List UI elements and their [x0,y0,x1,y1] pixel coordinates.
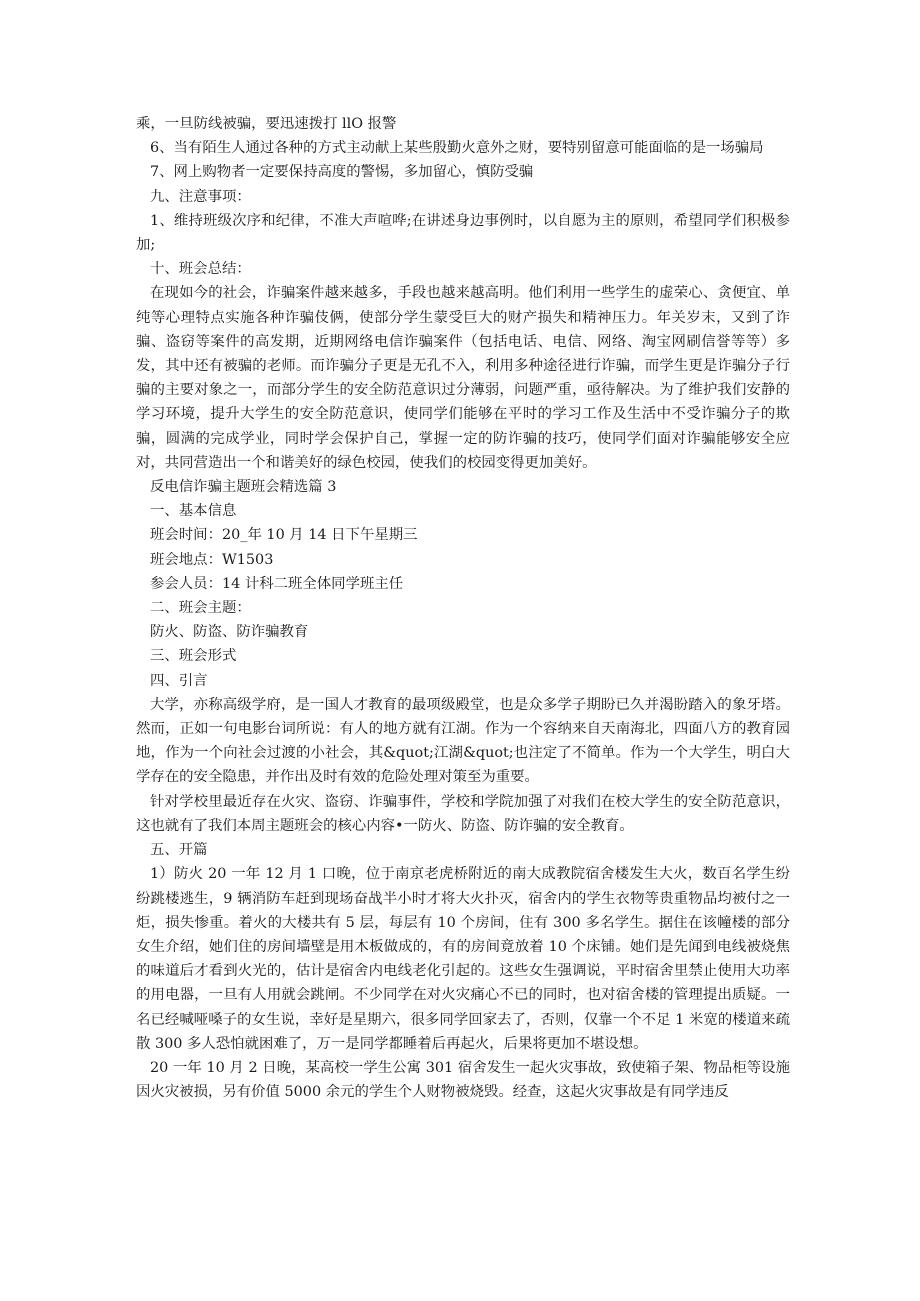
meeting-attendees: 参会人员：14 计科二班全体同学班主任 [150,575,404,592]
document-body [136,112,790,1104]
section-heading-opening: 五、开篇 [150,842,208,859]
paragraph-tip-7: 7、网上购物者一定要保持高度的警惕，多加留心，慎防受骗 [150,164,534,181]
paragraph-core-content: 针对学校里最近存在火灾、盗窃、诈骗事件，学校和学院加强了对我们在校大学生的安全防范意识，这也就有了我们本周主题班会的核心内容•一防火、防盗、防诈骗的安全教育。 [136,793,790,834]
meeting-time: 班会时间：20_年 10 月 14 日下午星期三 [150,527,418,544]
paragraph-continuation: 乘，一旦防线被骗，要迅速拨打 llO 报警 [136,116,397,132]
article-title: 反电信诈骗主题班会精选篇 3 [150,479,337,496]
meeting-theme: 防火、防盗、防诈骗教育 [150,624,309,641]
paragraph-notes-1: 1、维持班级次序和纪律，不准大声喧哗;在讲述身边事例时，以自愿为主的原则，希望同学们积极参加; [136,212,790,254]
section-heading-basic-info: 一、基本信息 [150,503,237,520]
paragraph-summary: 在现如今的社会，诈骗案件越来越多，手段也越来越高明。他们利用一些学生的虚荣心、贪便宜、单纯等心理特点实施各种诈骗伎俩，使部分学生蒙受巨大的财产损失和精神压力。年关岁末，又到了诈骗、盗窃等案件的高发期，近期网络电信诈骗案件（包括电话、电信、网络、淘宝网刷信誉等等）多发，其中还有被骗的老师。而诈骗分子更是无孔不入，利用多种途径进行诈骗，而学生更是诈骗分子行骗的主要对象之一，而部分学生的安全防范意识过分薄弱，问题严重，亟待解决。为了维护我们安静的学习环境，提升大学生的安全防范意识，使同学们能够在平时的学习工作及生活中不受诈骗分子的欺骗，圆满的完成学业，同时学会保护自己，掌握一定的防诈骗的技巧，使同学们面对诈骗能够安全应对，共同营造出一个和谐美好的绿色校园，使我们的校园变得更加美好。 [136,285,790,471]
section-heading-theme: 二、班会主题： [150,600,251,617]
meeting-location: 班会地点：W1503 [150,551,274,568]
section-heading-intro: 四、引言 [150,672,208,689]
paragraph-intro: 大学，亦称高级学府，是一国人才教育的最项级殿堂，也是众多学子期盼已久并渴盼踏入的象牙塔。然而，正如一句电影台词所说：有人的地方就有江湖。作为一个容纳来自天南海北，四面八方的教育园地，作为一个向社会过渡的小社会，其&quot;江湖&quot;也注定了不简单。作为一个大学生，明白大学存在的安全隐患，并作出及时有效的危险处理对策至为重要。 [136,696,790,786]
section-heading-summary: 十、班会总结： [150,261,251,278]
section-heading-notes: 九、注意事项： [150,188,251,205]
paragraph-tip-6: 6、当有陌生人通过各种的方式主动献上某些殷勤火意外之财，要特别留意可能面临的是一场骗局 [150,140,764,157]
paragraph-fire-case-2: 20 一年 10 月 2 日晚，某高校一学生公寓 301 宿舍发生一起火灾事故，致使箱子架、物品柜等设施因火灾被损，另有价值 5000 余元的学生个人财物被烧毁。经查，这起火灾事故是有同学违反 [136,1059,790,1101]
section-heading-format: 三、班会形式 [150,648,237,665]
paragraph-fire-case-1: 1）防火 20 一年 12 月 1 口晚，位于南京老虎桥附近的南大成教院宿舍楼发生大火，数百名学生纷纷跳楼逃生，9 辆消防车赶到现场奋战半小时才将大火扑灭，宿舍内的学生衣物等贵重物品均被付之一炬，损失惨重。着火的大楼共有 5 层，每层有 10 个房间，住有 300 多名学生。据住在该幢楼的部分女生介绍，她们住的房间墙壁是用木板做成的，有的房间竟放着 10 个床铺。她们是先闻到电线被烧焦的味道后才看到火光的，估计是宿舍内电线老化引起的。这些女生强调说，平时宿舍里禁止使用大功率的用电器，一旦有人用就会跳闸。不少同学在对火灾痛心不已的同时，也对宿舍楼的管理提出质疑。一名已经喊哑嗓子的女生说，幸好是星期六，很多同学回家去了，否则，仅靠一个不足 1 米宽的楼道来疏散 300 多人恐怕就困难了，万一是同学都睡着后再起火，后果将更加不堪设想。 [136,866,790,1052]
